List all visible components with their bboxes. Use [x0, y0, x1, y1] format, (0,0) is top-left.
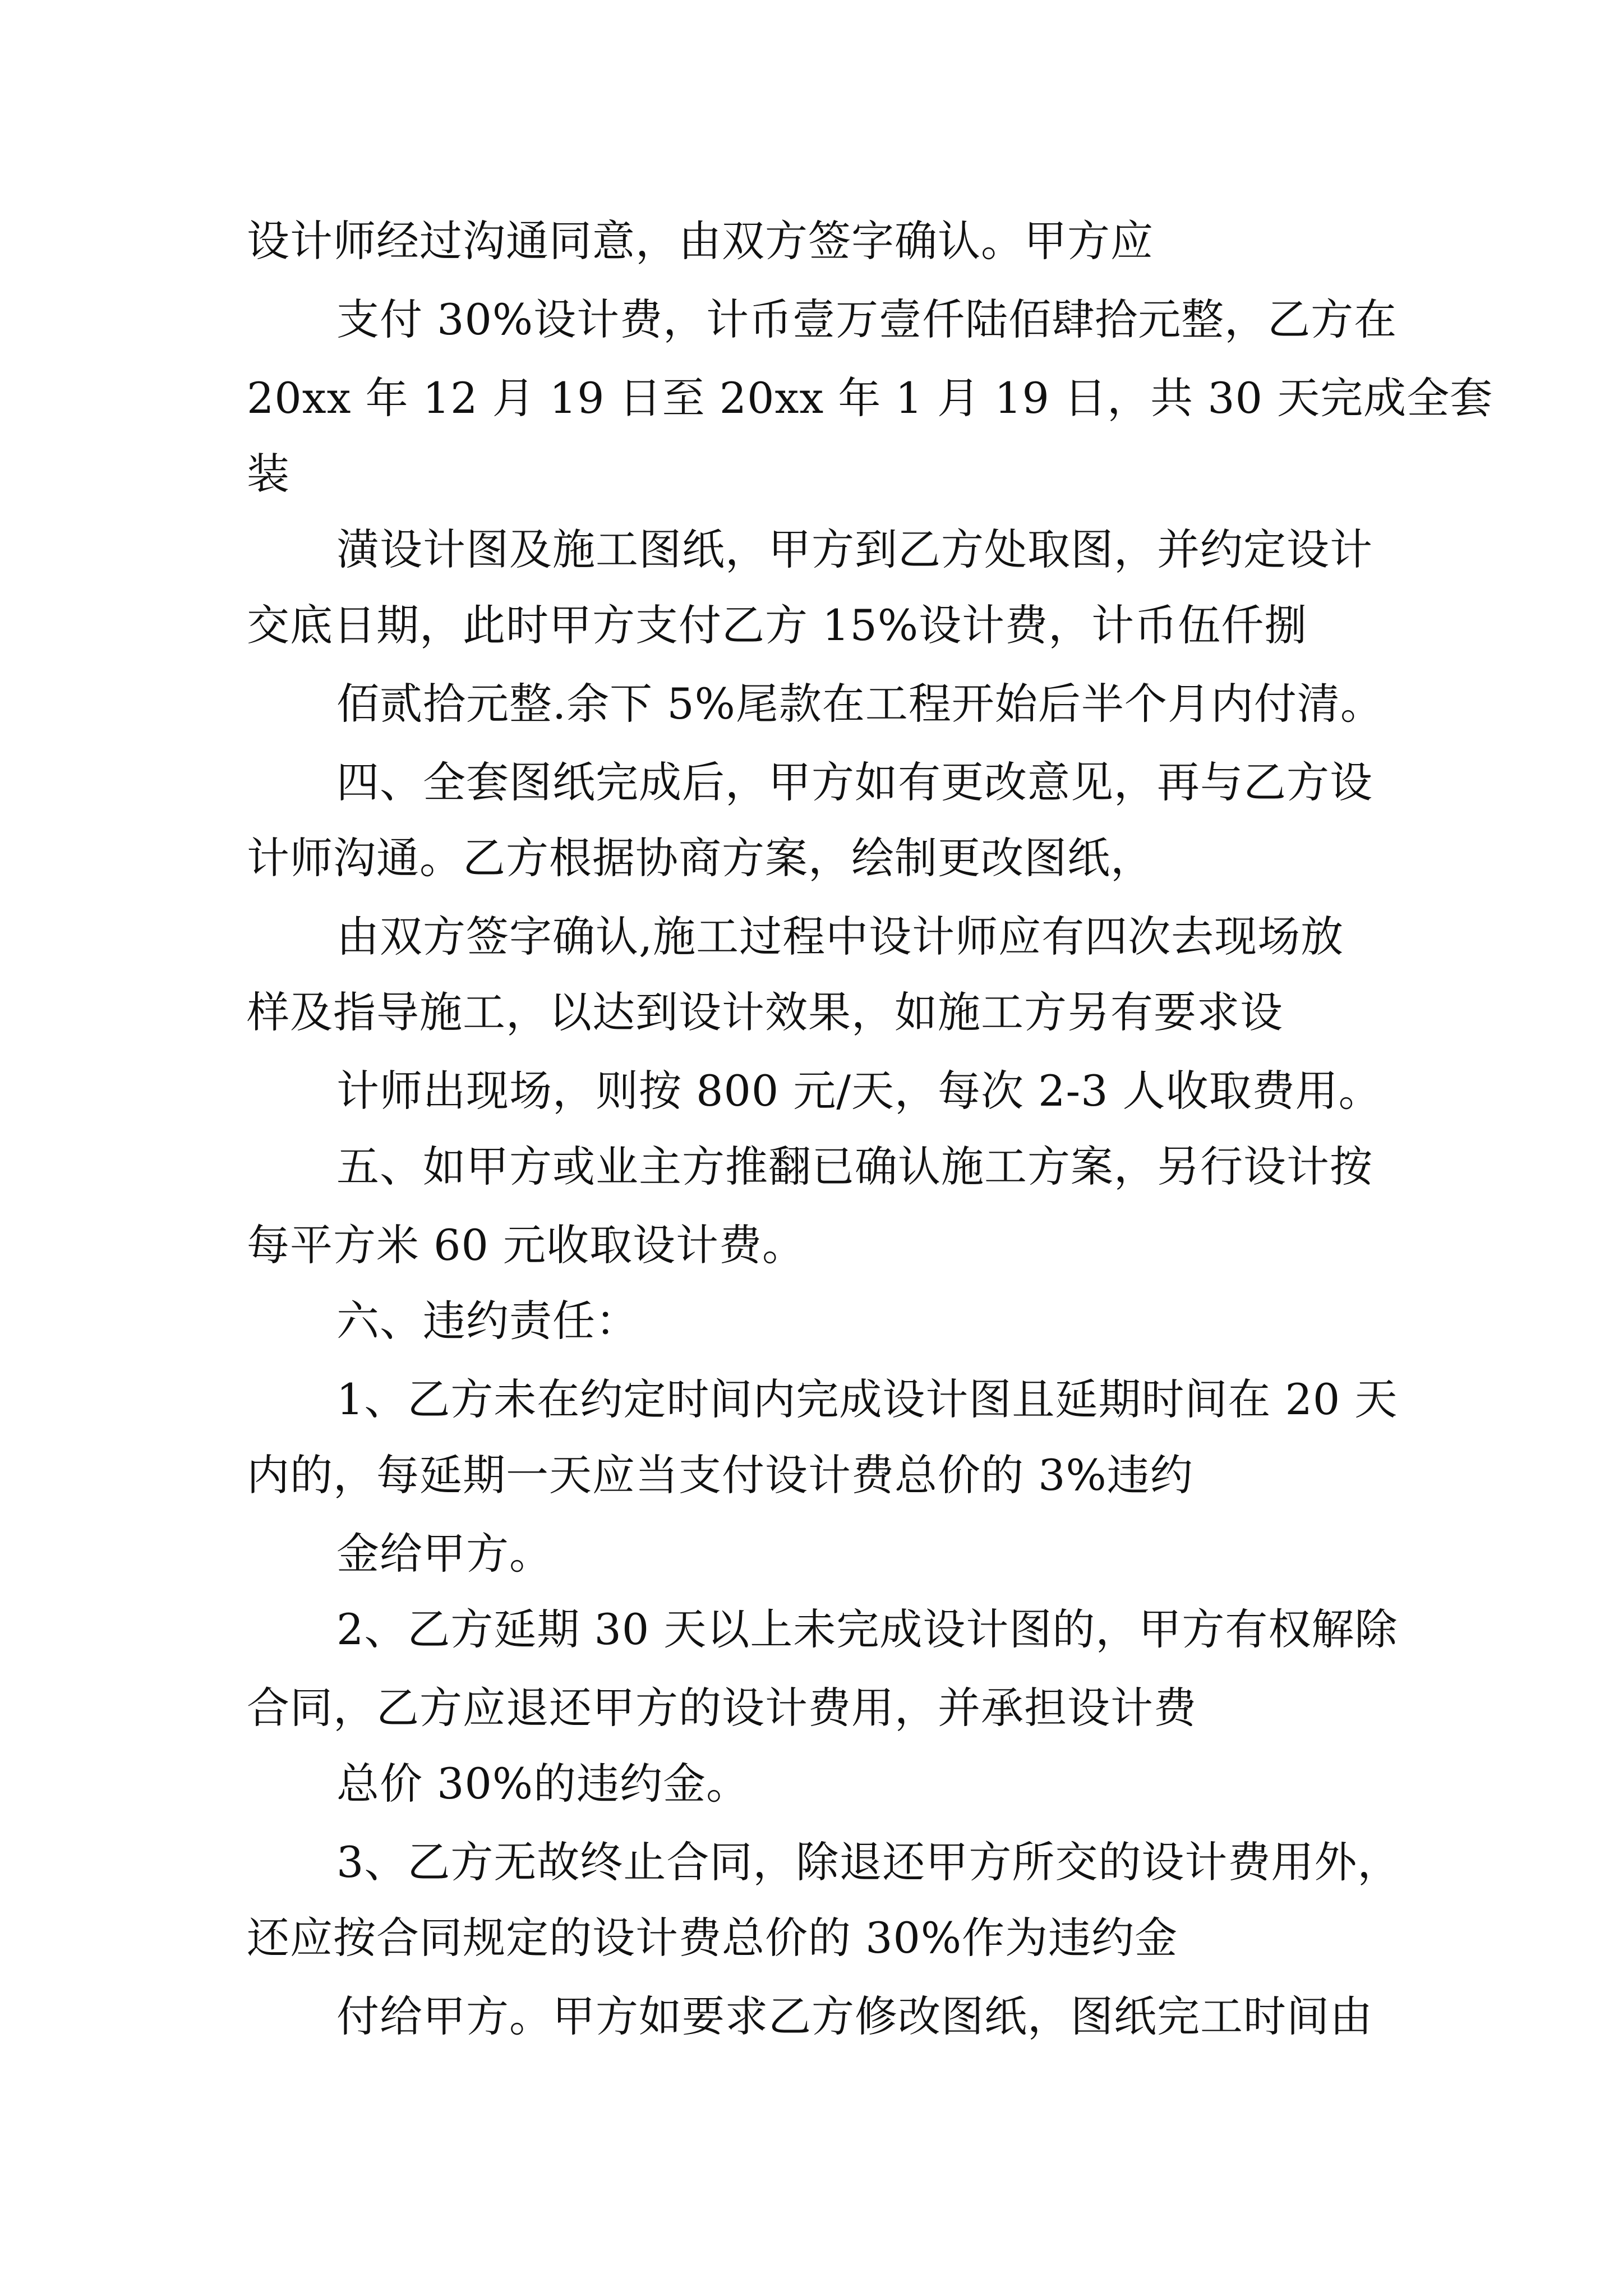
text-line: 潢设计图及施工图纸，甲方到乙方处取图，并约定设计: [336, 524, 1373, 574]
text-line: 装: [247, 449, 290, 499]
text-line: 设计师经过沟通同意，由双方签字确认。甲方应: [247, 216, 1154, 266]
text-line: 五、如甲方或业主方推翻已确认施工方案，另行设计按: [336, 1142, 1373, 1191]
text-line: 还应按合同规定的设计费总价的 30%作为违约金: [247, 1913, 1178, 1963]
text-line: 20xx 年 12 月 19 日至 20xx 年 1 月 19 日，共 30 天完成全套: [247, 373, 1493, 423]
text-line: 合同，乙方应退还甲方的设计费用，并承担设计费: [247, 1683, 1197, 1733]
text-line: 六、违约责任：: [336, 1296, 639, 1346]
text-line: 计师出现场，则按 800 元/天，每次 2-3 人收取费用。: [336, 1066, 1382, 1116]
text-line: 由双方签字确认,施工过程中设计师应有四次去现场放: [336, 912, 1344, 961]
text-line: 交底日期，此时甲方支付乙方 15%设计费，计币伍仟捌: [247, 600, 1308, 650]
text-line: 四、全套图纸完成后，甲方如有更改意见，再与乙方设: [336, 757, 1373, 807]
text-line: 付给甲方。甲方如要求乙方修改图纸，图纸完工时间由: [336, 1991, 1373, 2041]
text-line: 3、乙方无故终止合同，除退还甲方所交的设计费用外，: [336, 1837, 1401, 1887]
text-line: 金给甲方。: [336, 1529, 552, 1579]
text-line: 2、乙方延期 30 天以上未完成设计图的，甲方有权解除: [336, 1604, 1398, 1654]
text-line: 计师沟通。乙方根据协商方案，绘制更改图纸，: [247, 833, 1154, 883]
text-line: 内的，每延期一天应当支付设计费总价的 3%违约: [247, 1450, 1193, 1500]
text-line: 1、乙方未在约定时间内完成设计图且延期时间在 20 天: [336, 1374, 1398, 1424]
text-line: 支付 30%设计费，计币壹万壹仟陆佰肆拾元整，乙方在: [336, 295, 1398, 344]
text-line: 每平方米 60 元收取设计费。: [247, 1220, 806, 1270]
text-line: 佰贰拾元整.余下 5%尾款在工程开始后半个月内付清。: [336, 679, 1384, 729]
text-line: 样及指导施工，以达到设计效果，如施工方另有要求设: [247, 987, 1283, 1037]
text-line: 总价 30%的违约金。: [336, 1759, 750, 1809]
